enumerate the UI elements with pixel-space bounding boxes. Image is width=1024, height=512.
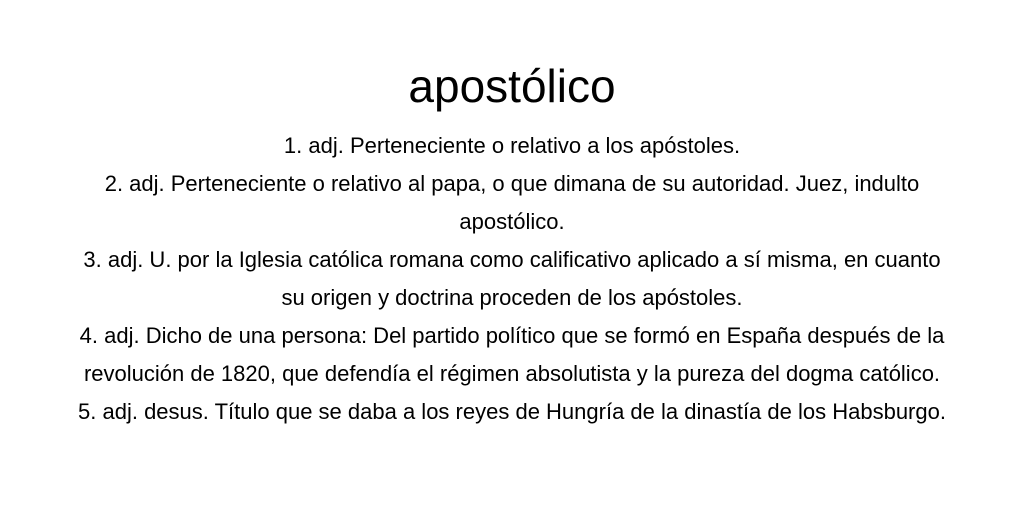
definition-5: 5. adj. desus. Título que se daba a los reyes de Hungría de la dinastía de los Habsburgo. [78, 399, 946, 424]
definition-1: 1. adj. Perteneciente o relativo a los apóstoles. [283, 133, 741, 158]
definition-3: 3. adj. U. por la Iglesia católica romana como calificativo aplicado a sí misma, en cuanto su origen y doctrina proceden de los apóstoles. [83, 247, 941, 310]
definition-list [72, 127, 952, 431]
headword: apostólico [408, 60, 616, 112]
definition-4: 4. adj. Dicho de una persona: Del partido político que se formó en España después de la revolución de 1820, que defendía el régimen absolutista y la pureza del dogma católico. [79, 323, 945, 386]
definition-2: 2. adj. Perteneciente o relativo al papa, o que dimana de su autoridad. Juez, indulto apostólico. [104, 171, 920, 234]
